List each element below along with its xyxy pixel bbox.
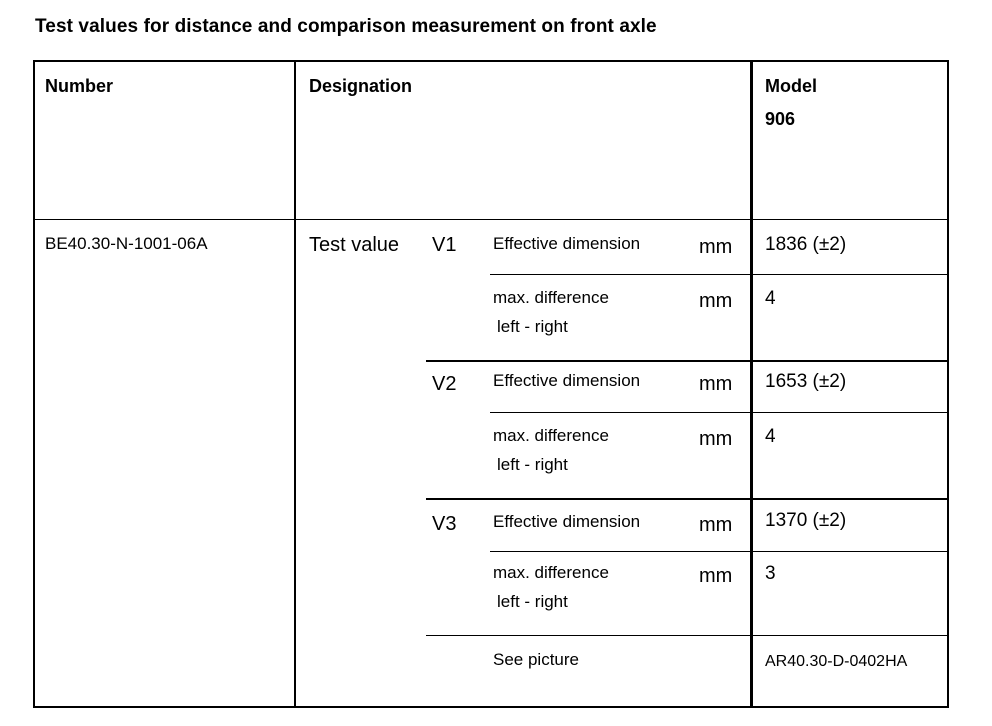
v3-max-difference-value: 3 [765,563,776,584]
item-separator-v2 [490,412,949,413]
table-border-top [33,60,949,62]
v3-max-difference-unit: mm [699,565,733,587]
item-separator-v3 [490,551,949,552]
column-header-designation: Designation [309,76,413,96]
v1-effective-dimension-label: Effective dimension [493,234,641,253]
v1-effective-dimension-unit: mm [699,236,733,258]
group-id-v1: V1 [432,234,457,256]
v2-max-difference-sublabel: left - right [497,455,568,474]
column-header-number: Number [45,76,114,96]
group-separator-v3-picture [426,635,949,636]
divider-number-designation [294,60,296,708]
model-number: 906 [765,109,796,129]
see-picture-reference: AR40.30-D-0402HA [765,653,908,670]
document-number: BE40.30-N-1001-06A [45,234,208,253]
group-separator-v1-v2 [426,360,949,362]
v3-max-difference-label: max. difference [493,563,609,582]
v3-max-difference-sublabel: left - right [497,592,568,611]
v2-max-difference-value: 4 [765,426,776,447]
page-title: Test values for distance and comparison measurement on front axle [35,16,657,37]
v1-max-difference-unit: mm [699,290,733,312]
group-separator-v2-v3 [426,498,949,500]
header-separator [33,219,949,220]
group-id-v3: V3 [432,513,457,535]
see-picture-label: See picture [493,650,579,669]
v2-max-difference-label: max. difference [493,426,609,445]
v1-max-difference-value: 4 [765,288,776,309]
v2-max-difference-unit: mm [699,428,733,450]
v2-effective-dimension-unit: mm [699,373,733,395]
table-border-left [33,60,35,708]
v3-effective-dimension-unit: mm [699,514,733,536]
group-id-v2: V2 [432,373,457,395]
item-separator-v1 [490,274,949,275]
v1-effective-dimension-value: 1836 (±2) [765,234,847,255]
divider-designation-model [750,60,753,708]
v1-max-difference-label: max. difference [493,288,609,307]
table-border-right [947,60,949,708]
designation-test-value: Test value [309,234,400,256]
v2-effective-dimension-label: Effective dimension [493,371,641,390]
v3-effective-dimension-value: 1370 (±2) [765,510,847,531]
table-border-bottom [33,706,949,708]
v2-effective-dimension-value: 1653 (±2) [765,371,847,392]
column-header-model: Model [765,76,817,96]
v3-effective-dimension-label: Effective dimension [493,512,641,531]
v1-max-difference-sublabel: left - right [497,317,568,336]
